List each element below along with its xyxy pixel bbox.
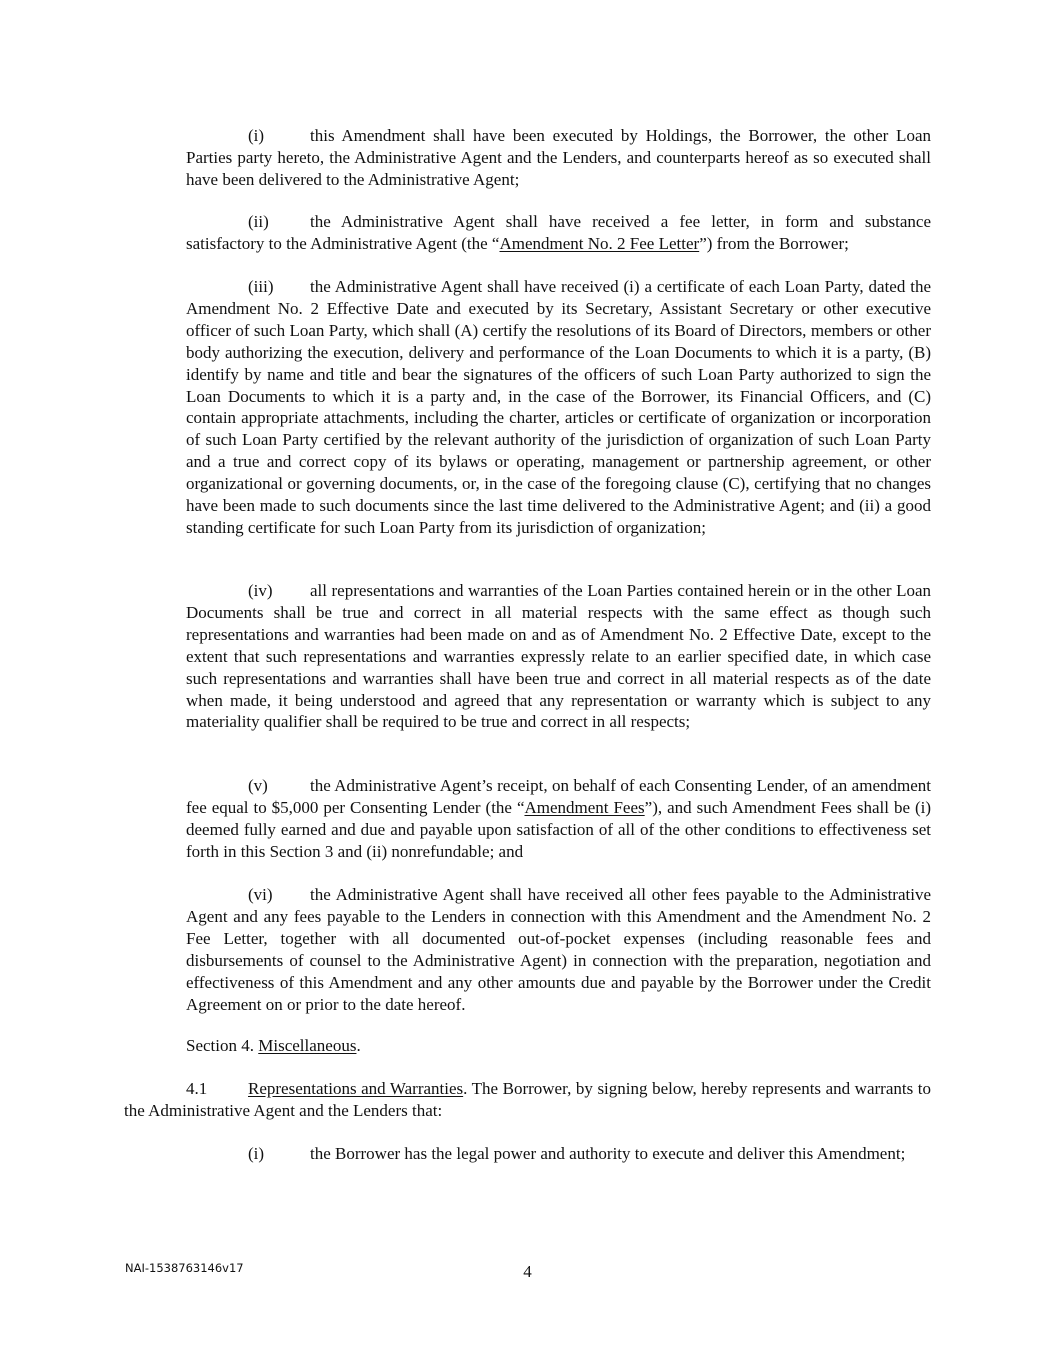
clause-label: (vi)	[248, 885, 273, 904]
clause-iv	[186, 580, 931, 733]
clause-iii	[186, 276, 931, 539]
clause-label: (iii)	[248, 277, 274, 296]
section-prefix: Section 4.	[186, 1036, 259, 1055]
clause-label: (i)	[248, 1144, 265, 1163]
clause-text: ”), and such Amendment Fees shall be (i) deemed fully earned and due and payable upon satisfaction of all of the other conditions to effectiveness set forth in this Section 3 and (ii) nonrefundable; and	[186, 797, 931, 861]
clause-label: (v)	[248, 776, 268, 795]
clause-text: this Amendment shall have been executed by Holdings, the Borrower, the other Loan Parties party hereto, the Administrative Agent and the Lenders, and counterparts hereof as so executed shall have been delivered to the Administrative Agent;	[186, 126, 931, 189]
clause-label: (ii)	[248, 212, 269, 231]
clause-text: the Administrative Agent shall have received (i) a certificate of each Loan Party, dated the Amendment No. 2 Effective Date and executed by its Secretary, Assistant Secretary or other executive officer of such Loan Party, which shall (A) certify the resolutions of its Board of Directors, members or other body authorizing the execution, delivery and performance of the Loan Documents to which it is a party, (B) identify by name and title and bear the signatures of the officers of such Loan Party authorized to sign the Loan Documents to which it is a party and, in the case of the Borrower, its Financial Officers, and (C) contain appropriate attachments, including the charter, articles or certificate of organization or incorporation of such Loan Party certified by the relevant authority of the jurisdiction of organization of such Loan Party and a true and correct copy of its bylaws or operating, management or partnership agreement, or other organizational or governing documents, or, in the case of the foregoing clause (C), certifying that no changes have been made to such documents since the last time delivered to the Administrative Agent; and (ii) a good standing certificate for such Loan Party from its jurisdiction of organization;	[186, 277, 931, 537]
subsection-text: . The Borrower, by signing below, hereby represents and warrants to the Administrative Agent and the Lenders that:	[124, 1079, 931, 1120]
subsection-number: 4.1	[186, 1079, 208, 1098]
clause-text: ”) from the Borrower;	[699, 233, 849, 253]
document-id: NAI-1538763146v17	[125, 1261, 244, 1275]
clause-text: the Borrower has the legal power and authority to execute and deliver this Amendment;	[310, 1144, 906, 1163]
section-title: Miscellaneous	[258, 1036, 357, 1055]
page-number: 4	[523, 1262, 532, 1281]
clause-text: all representations and warranties of the Loan Parties contained herein or in the other Loan Documents shall be true and correct in all material respects with the same effect as though such representations and warranties had been made on and as of Amendment No. 2 Effective Date, except to the extent that such representations and warranties expressly relate to an earlier specified date, in which case such representations and warranties shall have been true and correct in all material respects as of the date when made, it being understood and agreed that any representation or warranty which is subject to any materiality qualifier shall be required to be true and correct in all respects;	[186, 581, 931, 732]
clause-ii	[186, 211, 931, 255]
section-4-heading: Section 4. Miscellaneous.	[186, 1036, 361, 1055]
clause-label: (iv)	[248, 581, 273, 600]
defined-term: Amendment No. 2 Fee Letter	[499, 233, 700, 253]
subsection-title: Representations and Warranties	[248, 1079, 464, 1098]
clause-text: the Administrative Agent’s receipt, on behalf of each Consenting Lender, of an amendment fee equal to $5,000 per Consenting Lender (the “	[186, 776, 931, 817]
subsection-4-1	[124, 1078, 931, 1122]
clause-text: the Administrative Agent shall have received a fee letter, in form and substance satisfactory to the Administrative Agent (the “	[186, 212, 931, 253]
clause-v	[186, 775, 931, 863]
clause-vi	[186, 884, 931, 1015]
clause-label: (i)	[248, 126, 265, 145]
subsection-4-1-clause-i	[186, 1143, 931, 1165]
defined-term: Amendment Fees	[524, 797, 645, 817]
clause-i	[186, 125, 931, 191]
clause-text: the Administrative Agent shall have received all other fees payable to the Administrative Agent and any fees payable to the Lenders in connection with this Amendment and the Amendment No. 2 Fee Letter, together with all documented out-of-pocket expenses (including reasonable fees and disbursements of counsel to the Administrative Agent) in connection with the preparation, negotiation and effectiveness of this Amendment and any other amounts due and payable by the Borrower under the Credit Agreement on or prior to the date hereof.	[186, 885, 931, 1014]
